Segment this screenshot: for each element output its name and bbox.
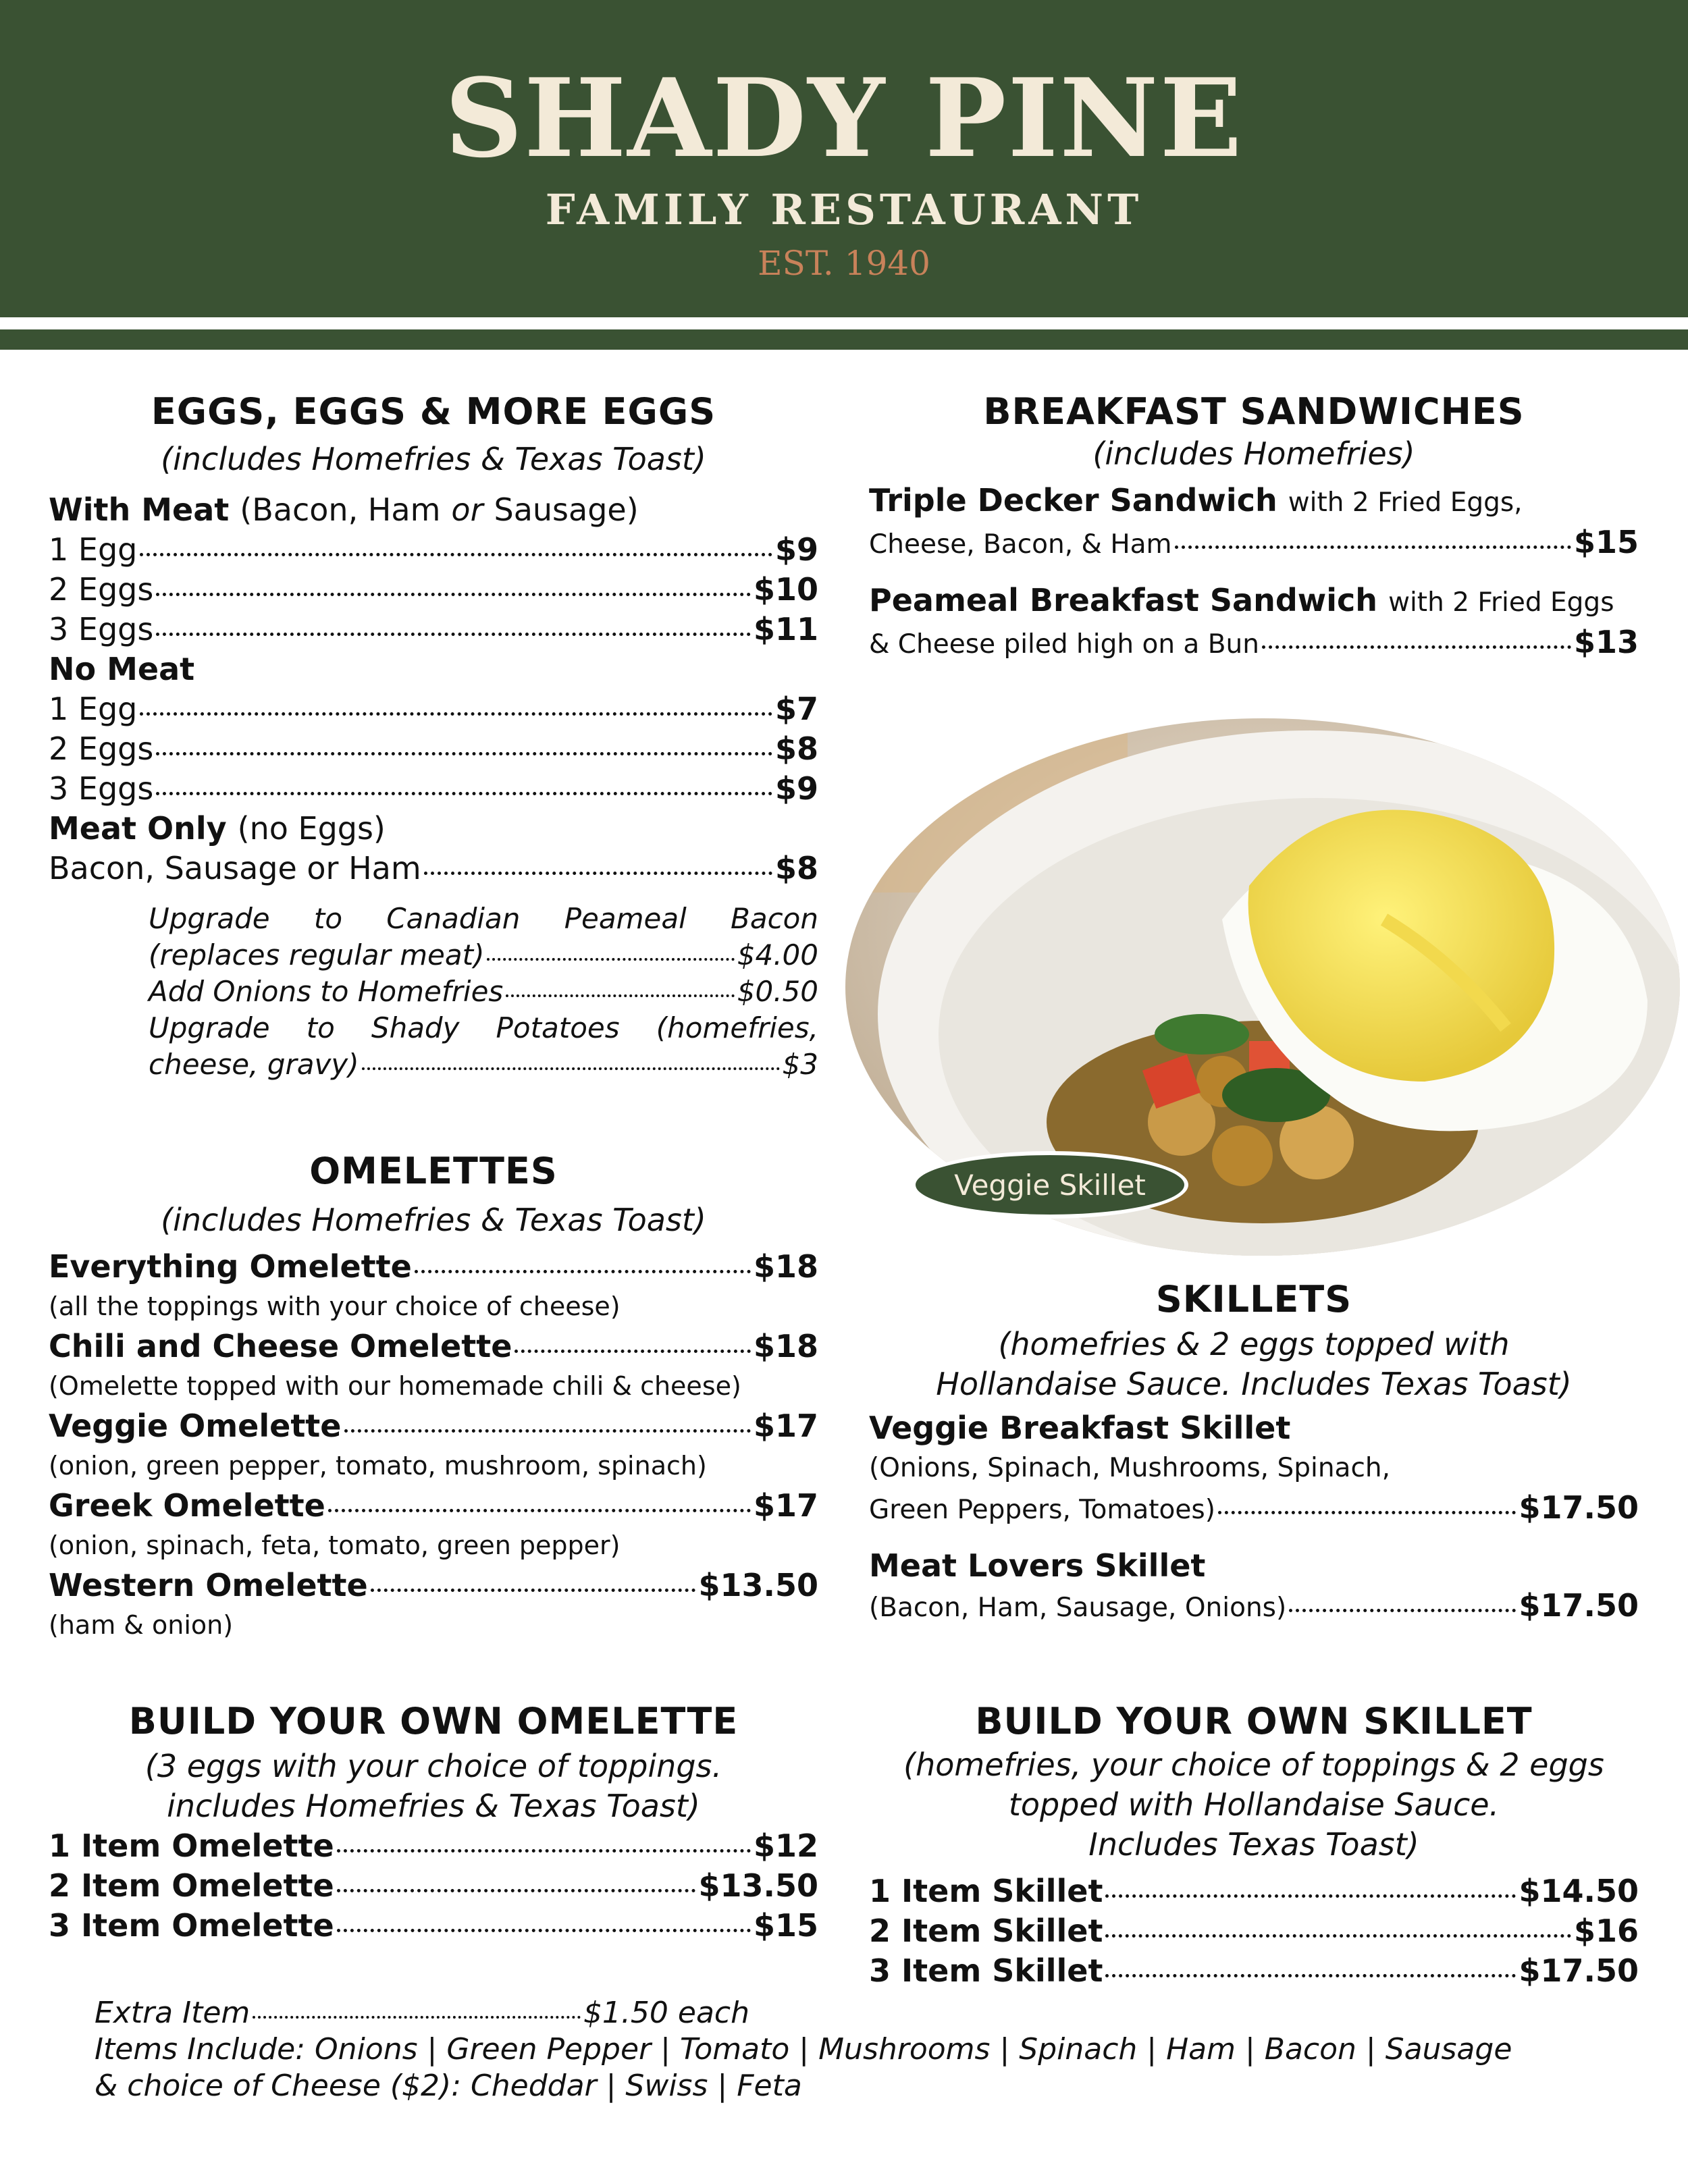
upgrade-shady-price-row: cheese, gravy) $3 — [149, 1048, 818, 1082]
with-meat-heading: With Meat (Bacon, Ham or Sausage) — [49, 491, 639, 529]
menu-item: Veggie Omelette $17 — [49, 1408, 818, 1445]
menu-item: 3 Item Omelette $15 — [49, 1907, 818, 1944]
byo-skillet-note-1: (homefries, your choice of toppings & 2 eggs — [903, 1747, 1604, 1784]
established-year: EST. 1940 — [758, 244, 930, 283]
no-meat-heading: No Meat — [49, 651, 195, 688]
skillets-note-2: Hollandaise Sauce. Includes Texas Toast) — [936, 1366, 1572, 1403]
menu-item: Chili and Cheese Omelette $18 — [49, 1328, 818, 1365]
restaurant-subtitle: FAMILY RESTAURANT — [545, 185, 1143, 234]
sandwich-price-row: & Cheese piled high on a Bun $13 — [869, 624, 1639, 661]
menu-item-desc: (all the toppings with your choice of cheese) — [49, 1291, 621, 1322]
sandwich-name: Peameal Breakfast Sandwich with 2 Fried Eggs — [869, 582, 1614, 619]
menu-item: 1 Item Skillet $14.50 — [869, 1873, 1639, 1910]
byo-omelette-note-1: (3 eggs with your choice of toppings. — [144, 1748, 722, 1785]
byo-omelette-title: BUILD YOUR OWN OMELETTE — [128, 1700, 739, 1742]
menu-item: 2 Item Skillet $16 — [869, 1913, 1639, 1950]
menu-item: 1 Egg $7 — [49, 691, 818, 728]
upgrade-canadian-price-row: (replaces regular meat) $4.00 — [149, 938, 818, 972]
extra-item-row: Extra Item $1.50 each — [95, 1996, 749, 2030]
skillet-desc: (Onions, Spinach, Mushrooms, Spinach, — [869, 1453, 1391, 1484]
skillet-price-row: (Bacon, Ham, Sausage, Onions) $17.50 — [869, 1587, 1639, 1624]
menu-item: Everything Omelette $18 — [49, 1248, 818, 1285]
byo-omelette-section — [49, 1701, 818, 1946]
menu-item: 1 Item Omelette $12 — [49, 1828, 818, 1865]
eggs-title: EGGS, EGGS & MORE EGGS — [151, 390, 716, 433]
sandwich-name: Triple Decker Sandwich with 2 Fried Eggs, — [869, 482, 1523, 519]
menu-item: 2 Eggs $10 — [49, 571, 818, 608]
menu-item-desc: (onion, spinach, feta, tomato, green pepper) — [49, 1530, 621, 1561]
restaurant-name: SHADY PINE — [444, 55, 1244, 182]
skillets-title: SKILLETS — [1155, 1278, 1352, 1321]
photo-caption-badge: Veggie Skillet — [912, 1151, 1188, 1219]
byo-skillet-title: BUILD YOUR OWN SKILLET — [975, 1700, 1533, 1742]
skillet-price-row: Green Peppers, Tomatoes) $17.50 — [869, 1489, 1639, 1526]
menu-item: 2 Item Omelette $13.50 — [49, 1867, 818, 1905]
menu-item: Bacon, Sausage or Ham $8 — [49, 850, 818, 887]
menu-item-desc: (ham & onion) — [49, 1610, 234, 1641]
menu-item-desc: (Omelette topped with our homemade chili & cheese) — [49, 1371, 741, 1402]
omelettes-title: OMELETTES — [309, 1150, 558, 1192]
upgrades-block — [149, 901, 818, 1083]
menu-item: 3 Eggs $9 — [49, 770, 818, 807]
menu-item: 1 Egg $9 — [49, 531, 818, 568]
meat-only-heading: Meat Only (no Eggs) — [49, 810, 386, 847]
menu-item-desc: (onion, green pepper, tomato, mushroom, spinach) — [49, 1451, 707, 1481]
toppings-footer — [95, 1995, 1647, 2104]
cheese-choice: & choice of Cheese ($2): Cheddar | Swiss | Feta — [95, 2069, 802, 2103]
sandwiches-note: (includes Homefries) — [1092, 435, 1415, 473]
menu-item: 2 Eggs $8 — [49, 730, 818, 768]
eggs-note: (includes Homefries & Texas Toast) — [161, 441, 706, 478]
skillet-name: Veggie Breakfast Skillet — [869, 1410, 1291, 1447]
byo-skillet-note-3: Includes Texas Toast) — [1088, 1826, 1419, 1863]
menu-item: 3 Eggs $11 — [49, 611, 818, 648]
byo-skillet-note-2: topped with Hollandaise Sauce. — [1008, 1786, 1500, 1823]
upgrade-onions-row: Add Onions to Homefries $0.50 — [149, 975, 818, 1009]
items-include: Items Include: Onions | Green Pepper | Tomato | Mushrooms | Spinach | Ham | Bacon | Sausage — [95, 2032, 1512, 2067]
byo-skillet-section — [869, 1701, 1639, 1991]
menu-item: Greek Omelette $17 — [49, 1487, 818, 1524]
eggs-section — [49, 392, 818, 1083]
byo-omelette-note-2: includes Homefries & Texas Toast) — [167, 1788, 700, 1825]
menu-item: Western Omelette $13.50 — [49, 1567, 818, 1604]
skillets-section — [869, 1279, 1639, 1628]
menu-item: 3 Item Skillet $17.50 — [869, 1952, 1639, 1990]
header-stripe — [0, 329, 1688, 350]
skillet-name: Meat Lovers Skillet — [869, 1547, 1206, 1584]
omelettes-section — [49, 1151, 818, 1645]
sandwiches-title: BREAKFAST SANDWICHES — [983, 390, 1525, 433]
sandwiches-section — [869, 392, 1639, 664]
upgrade-canadian: Upgrade to Canadian Peameal Bacon — [149, 902, 818, 936]
skillets-note-1: (homefries & 2 eggs topped with — [998, 1326, 1510, 1363]
upgrade-shady: Upgrade to Shady Potatoes (homefries, — [149, 1011, 818, 1045]
omelettes-note: (includes Homefries & Texas Toast) — [161, 1202, 706, 1239]
sandwich-price-row: Cheese, Bacon, & Ham $15 — [869, 524, 1639, 561]
